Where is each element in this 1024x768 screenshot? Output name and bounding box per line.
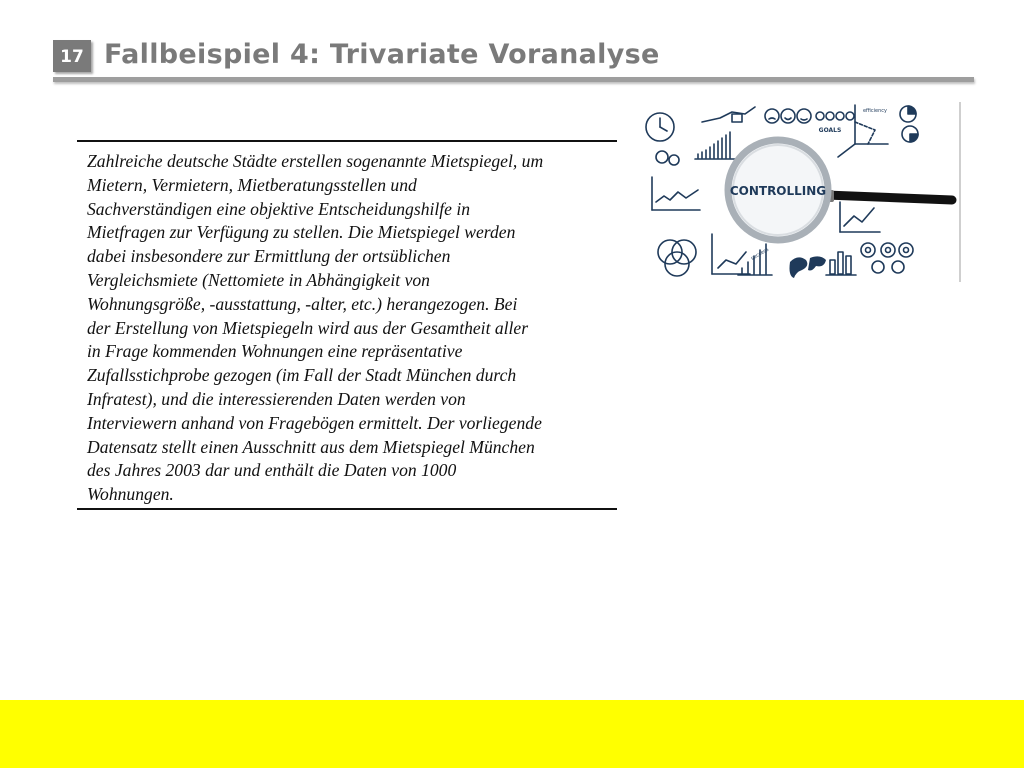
pie-chart-icon [900, 106, 918, 142]
body-line: dabei insbesondere zur Ermittlung der ortsüblichen [87, 246, 451, 267]
venn-diagram-icon [658, 240, 696, 276]
body-line: Zufallsstichprobe gezogen (im Fall der Stadt München durch [87, 365, 517, 386]
goals-label: GOALS [818, 127, 842, 134]
gears-right-icon [861, 243, 913, 273]
efficiency-label: efficiency [862, 108, 888, 114]
slide-title: Fallbeispiel 4: Trivariate Voranalyse [104, 39, 660, 70]
body-paragraph [87, 150, 609, 507]
body-line: Zahlreiche deutsche Städte erstellen sogenannte Mietspiegel, um [87, 151, 544, 171]
smiley-icons [765, 109, 811, 123]
image-border [959, 102, 961, 282]
body-line: Vergleichsmiete (Nettomiete in Abhängigkeit von [87, 269, 430, 290]
body-line: Infratest), und die interessierenden Daten werden von [87, 388, 466, 409]
world-map-icon [790, 256, 827, 278]
controlling-illustration [640, 102, 958, 282]
lens-label: CONTROLLING [729, 184, 827, 198]
slide-number-badge: 17 [53, 40, 91, 72]
body-line: Datensatz stellt einen Ausschnitt aus dem Mietspiegel München [87, 436, 535, 457]
title-underline [53, 77, 974, 82]
body-line: Mietern, Vermietern, Mietberatungsstellen und [87, 174, 417, 195]
magnifier-icon [728, 108, 952, 262]
body-line: in Frage kommenden Wohnungen eine repräsentative [87, 341, 463, 362]
body-line: Interviewern anhand von Fragebögen ermittelt. Der vorliegende [87, 412, 542, 433]
goal-bikes-icon [816, 112, 854, 120]
clock-icon [646, 113, 674, 141]
trend-line-icon [702, 107, 755, 122]
bar-chart-icon [695, 132, 735, 159]
gear-icon [656, 151, 679, 165]
success-label: success [750, 246, 770, 262]
dots-chart-icon [712, 234, 750, 274]
bar-chart-right-icon [826, 252, 856, 275]
body-line: Wohnungsgröße, -ausstattung, -alter, etc.) herangezogen. Bei [87, 293, 518, 314]
body-line: Mietfragen zur Verfügung zu stellen. Die Mietspiegel werden [87, 222, 516, 243]
body-line: des Jahres 2003 dar und enthält die Daten von 1000 [87, 460, 457, 481]
body-line: Sachverständigen eine objektive Entscheidungshilfe in [87, 198, 471, 219]
footer-bar [0, 700, 1024, 768]
body-line: Wohnungen. [87, 484, 174, 505]
body-line: der Erstellung von Mietspiegeln wird aus der Gesamtheit aller [87, 317, 529, 338]
euro-chart-icon [840, 202, 880, 232]
line-chart-icon [652, 177, 700, 210]
